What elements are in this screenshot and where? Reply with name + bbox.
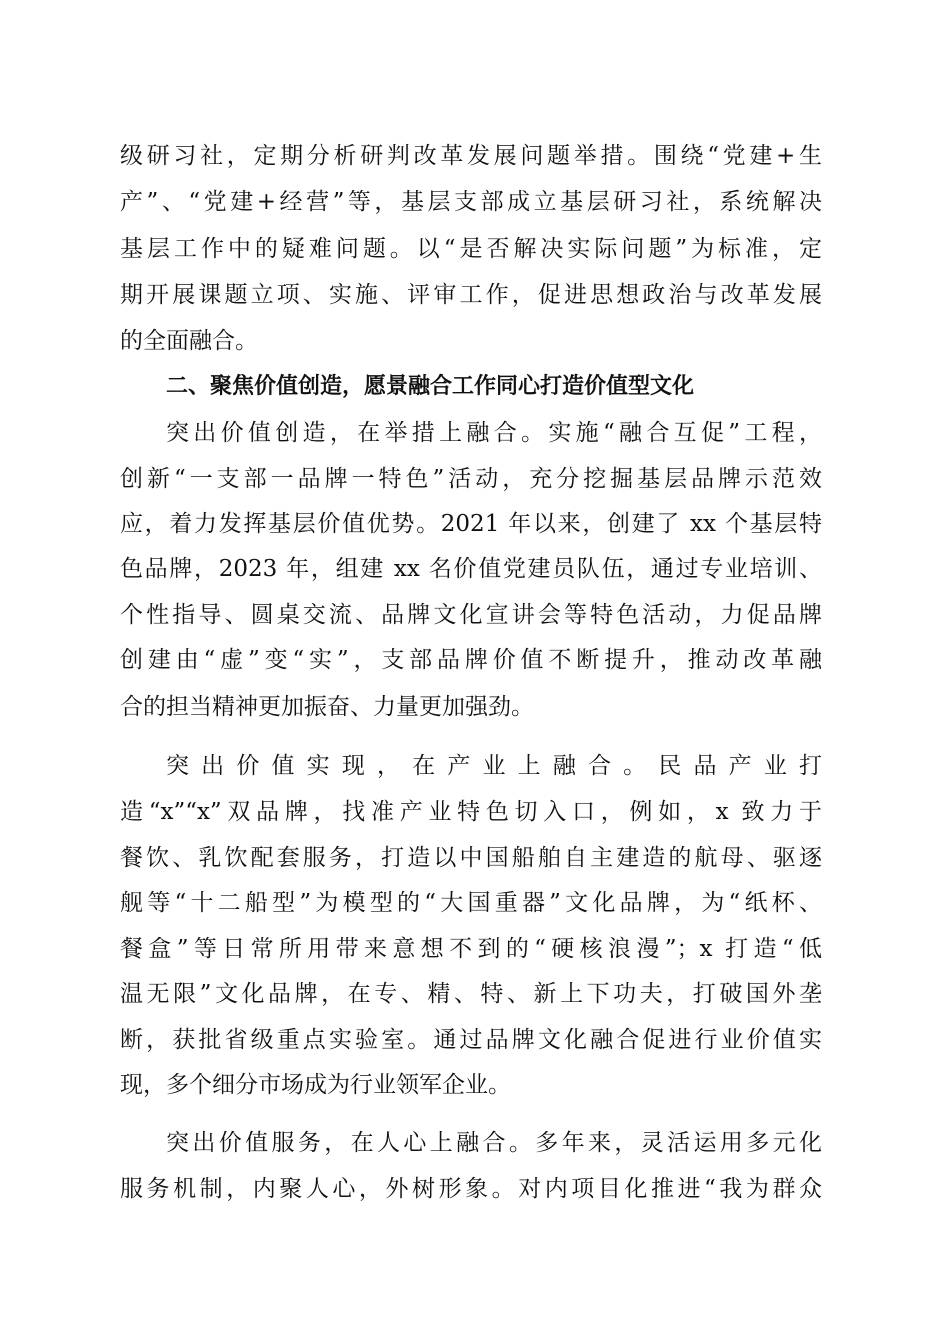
text-line: 断，获批省级重点实验室。通过品牌文化融合促进行业价值实 [120,1027,822,1053]
text-line: 服务机制，内聚人心，外树形象。对内项目化推进“我为群众 [120,1176,822,1202]
text-line: 色品牌，2023 年，组建 xx 名价值党建员队伍，通过专业培训、 [120,556,822,582]
section-heading: 二、聚焦价值创造，愿景融合工作同心打造价值型文化 [166,374,695,399]
text-line: 个性指导、圆桌交流、品牌文化宣讲会等特色活动，力促品牌 [120,602,822,628]
text-line: 突出价值实现，在产业上融合。民品产业打 [166,753,822,779]
text-line: 基层工作中的疑难问题。以“是否解决实际问题”为标准，定 [120,236,822,262]
text-line: 餐盒”等日常所用带来意想不到的“硬核浪漫”；x 打造“低 [120,936,822,962]
text-line: 突出价值创造，在举措上融合。实施“融合互促”工程， [166,420,822,446]
text-line: 产”、“党建+经营”等，基层支部成立基层研习社，系统解决 [120,189,822,215]
text-line: 突出价值服务，在人心上融合。多年来，灵活运用多元化 [166,1130,822,1156]
text-line: 创建由“虚”变“实”，支部品牌价值不断提升，推动改革融 [120,647,822,673]
text-line: 造“x”“x”双品牌，找准产业特色切入口，例如，x 致力于 [120,799,822,825]
text-line: 温无限”文化品牌，在专、精、特、新上下功夫，打破国外垄 [120,981,822,1007]
text-line: 舰等“十二船型”为模型的“大国重器”文化品牌，为“纸杯、 [120,890,822,916]
text-line: 合的担当精神更加振奋、力量更加强劲。 [120,694,534,720]
text-line: 应，着力发挥基层价值优势。2021 年以来，创建了 xx 个基层特 [120,511,822,537]
text-line: 级研习社，定期分析研判改革发展问题举措。围绕“党建+生 [120,143,822,169]
text-line: 创新“一支部一品牌一特色”活动，充分挖掘基层品牌示范效 [120,466,822,492]
text-line: 期开展课题立项、实施、评审工作，促进思想政治与改革发展 [120,282,822,308]
text-line: 的全面融合。 [120,328,258,354]
text-line: 现，多个细分市场成为行业领军企业。 [120,1072,511,1098]
text-line: 餐饮、乳饮配套服务，打造以中国船舶自主建造的航母、驱逐 [120,845,822,871]
